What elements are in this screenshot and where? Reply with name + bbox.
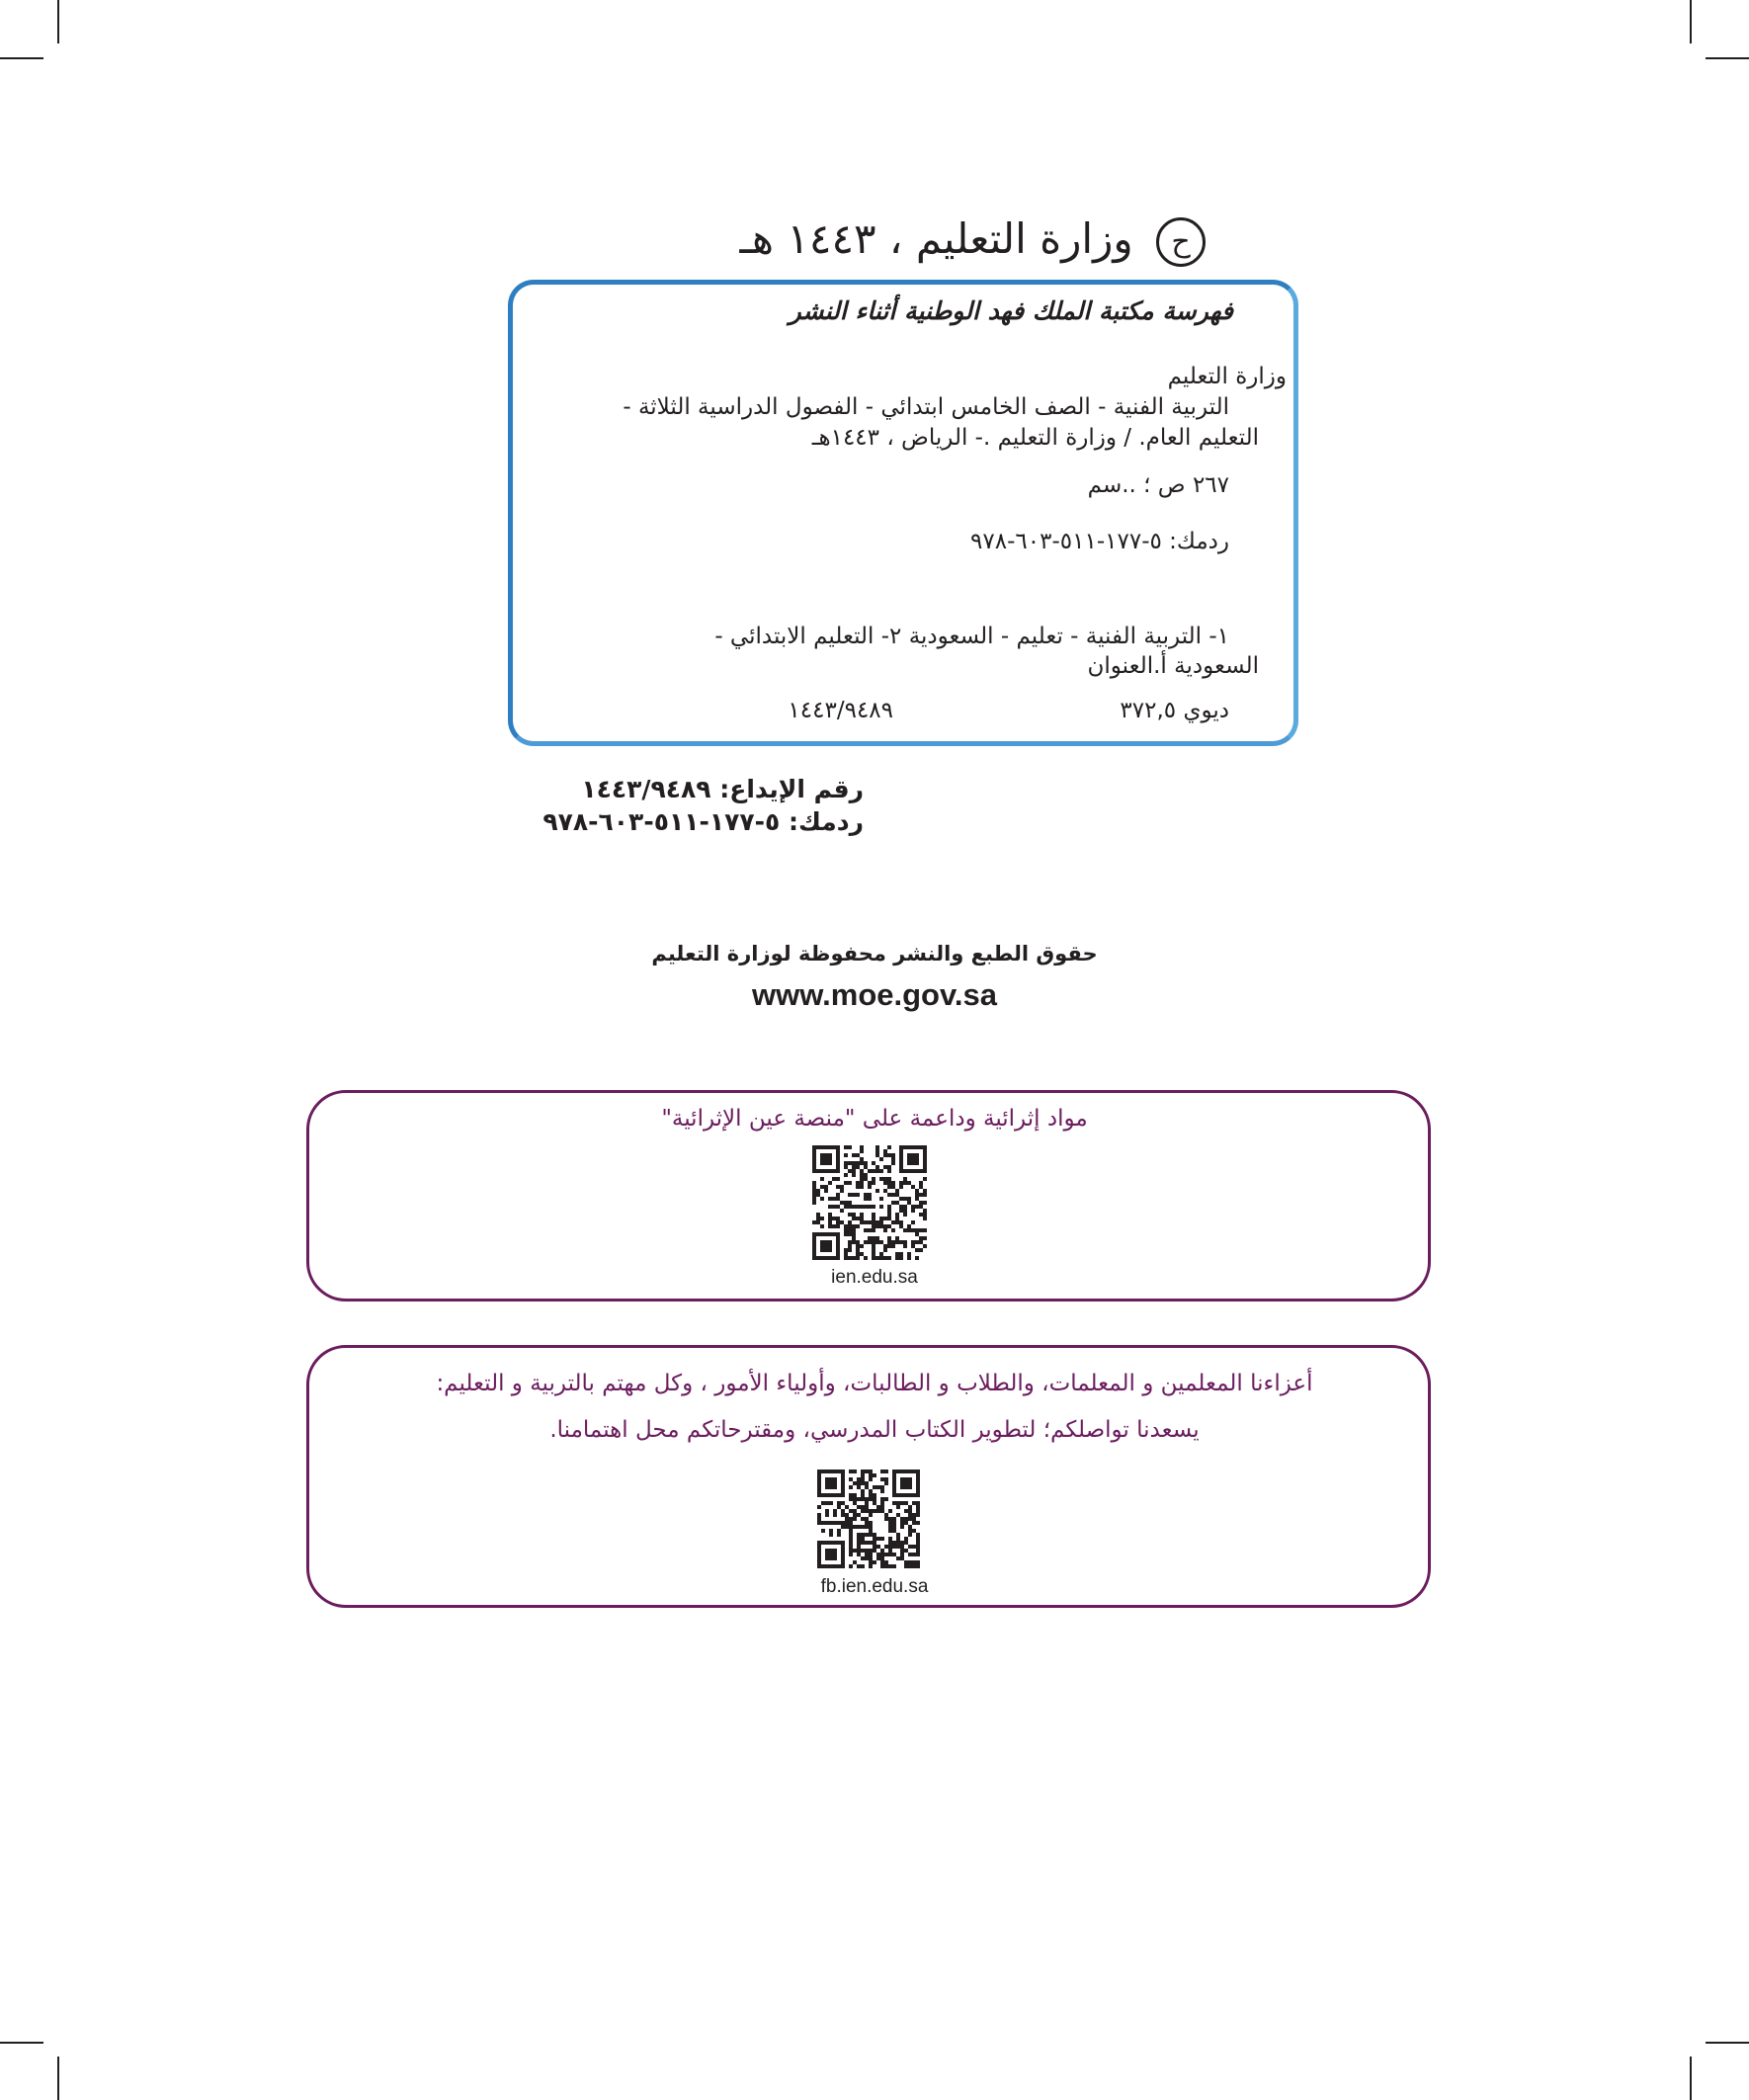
catalog-subjects-line-2: السعودية أ.العنوان [1087,653,1259,679]
crop-mark-top-left-v [57,0,59,43]
catalog-subjects-line-1: ١- التربية الفنية - تعليم - السعودية ٢- التعليم الابتدائي - [714,624,1229,649]
catalog-dewey: ديوي ٣٧٢,٥ [1120,698,1229,723]
crop-mark-bottom-right-h [1706,2042,1749,2044]
feedback-url[interactable]: fb.ien.edu.sa [820,1576,929,1597]
crop-mark-bottom-left-h [0,2042,43,2044]
crop-mark-top-right-h [1706,57,1749,59]
copyright-text: وزارة التعليم ، ١٤٤٣ هـ [739,214,1133,263]
copyright-circle-icon: ح [1156,217,1206,267]
catalog-title: فهرسة مكتبة الملك فهد الوطنية أثناء النشر [789,296,1233,325]
copyright-line [740,211,1206,267]
crop-mark-top-right-v [1690,0,1692,43]
isbn-number: ردمك: ٥-١٧٧-٥١١-٦٠٣-٩٧٨ [542,807,864,836]
website-link[interactable]: www.moe.gov.sa [751,977,998,1012]
enrichment-url[interactable]: ien.edu.sa [831,1267,918,1288]
catalog-pages: ٢٦٧ ص ؛ ..سم [1087,472,1229,498]
crop-mark-bottom-left-v [57,2057,59,2100]
crop-mark-bottom-right-v [1690,2057,1692,2100]
feedback-line-2: يسعدنا تواصلكم؛ لتطوير الكتاب المدرسي، ومقترحاتكم محل اهتمامنا. [549,1417,1200,1443]
enrichment-text: مواد إثرائية وداعمة على "منصة عين الإثرائية" [661,1106,1088,1132]
feedback-qr-code-icon[interactable] [817,1470,920,1568]
rights-notice: حقوق الطبع والنشر محفوظة لوزارة التعليم [651,942,1098,966]
enrichment-qr-code-icon[interactable] [812,1145,927,1260]
catalog-author: وزارة التعليم [1167,364,1287,389]
catalog-description-line-2: التعليم العام. / وزارة التعليم .- الرياض ، ١٤٤٣هـ [811,425,1259,451]
crop-mark-top-left-h [0,57,43,59]
catalog-isbn: ردمك: ٥-١٧٧-٥١١-٦٠٣-٩٧٨ [970,529,1229,554]
deposit-number: رقم الإيداع: ١٤٤٣/٩٤٨٩ [581,775,864,803]
catalog-description-line-1: التربية الفنية - الصف الخامس ابتدائي - الفصول الدراسية الثلاثة - [623,394,1229,420]
catalog-deposit: ١٤٤٣/٩٤٨٩ [788,698,893,723]
feedback-line-1: أعزاءنا المعلمين و المعلمات، والطلاب و الطالبات، وأولياء الأمور ، وكل مهتم بالتربية و التعليم: [436,1371,1313,1396]
